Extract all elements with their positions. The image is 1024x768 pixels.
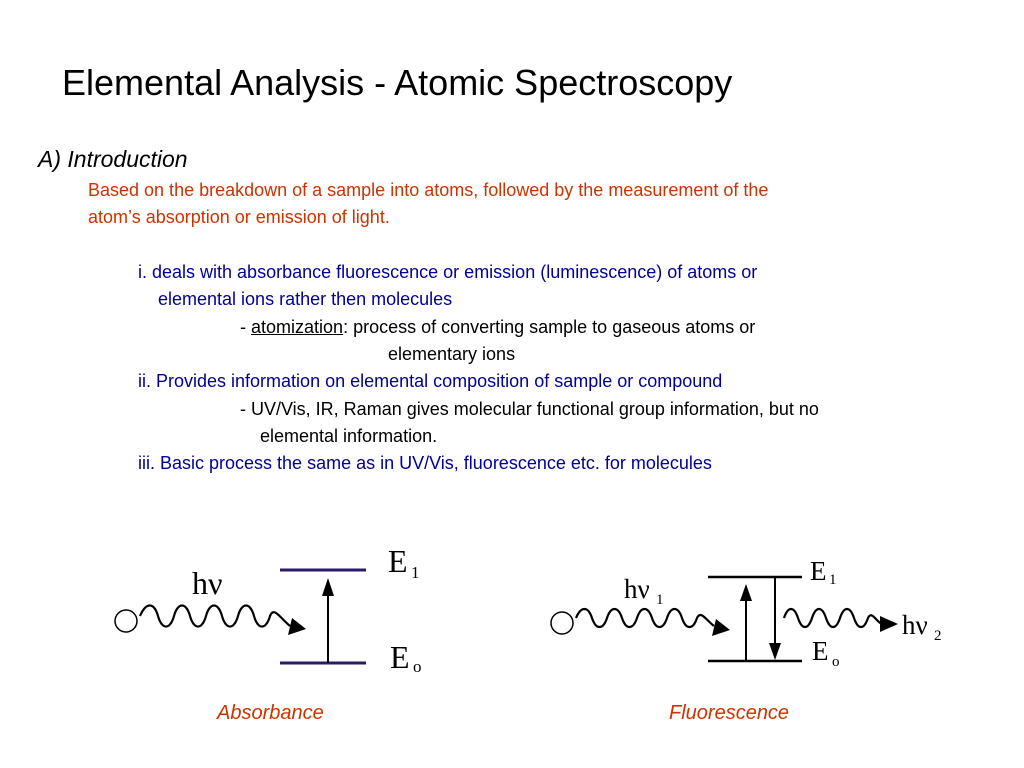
atom-circle-icon (551, 612, 573, 634)
lower-level-label: E (390, 639, 410, 675)
section-heading: A) Introduction (38, 146, 188, 172)
absorbed-photon-subscript: 1 (656, 592, 664, 608)
point-i-line-2: elemental ions rather then molecules (158, 289, 453, 309)
point-ii-line-1: ii. Provides information on elemental composition of sample or compound (138, 371, 723, 391)
upper-level-subscript: 1 (829, 572, 837, 588)
absorbed-photon-wave (140, 606, 290, 627)
upper-level-label: E (810, 556, 827, 586)
atom-circle-icon (115, 610, 137, 632)
emitted-photon-subscript: 2 (934, 628, 942, 644)
point-ii-sub-line-1: - UV/Vis, IR, Raman gives molecular functional group information, but no (240, 399, 819, 419)
upper-level-label: E (388, 543, 408, 579)
atomization-dash: - (240, 317, 251, 337)
absorbed-photon-wave (576, 609, 714, 627)
emission-arrowhead (769, 643, 781, 660)
point-ii-sub-line-2: elemental information. (260, 426, 438, 446)
absorbed-photon-arrowhead (288, 618, 306, 635)
emitted-photon-wave (784, 609, 882, 627)
atomization-definition-text: : process of converting sample to gaseous atoms or (343, 317, 756, 337)
lower-level-subscript: o (413, 657, 422, 676)
emitted-photon-label: hν (902, 610, 928, 640)
excitation-arrowhead (740, 584, 752, 601)
lower-level-label: E (812, 636, 829, 666)
upper-level-subscript: 1 (411, 563, 420, 582)
photon-energy-label: hν (192, 565, 223, 601)
emitted-photon-arrowhead (880, 616, 898, 632)
point-iii-line-1: iii. Basic process the same as in UV/Vis, fluorescence etc. for molecules (138, 453, 712, 473)
point-i-line-1: i. deals with absorbance fluorescence or emission (luminescence) of atoms or (138, 262, 758, 282)
atomization-term: atomization (251, 317, 344, 337)
fluorescence-caption: Fluorescence (669, 702, 790, 724)
excitation-arrowhead (322, 578, 334, 596)
intro-line-1: Based on the breakdown of a sample into atoms, followed by the measurement of the (88, 180, 769, 200)
absorbance-diagram (100, 530, 460, 700)
absorbed-photon-label: hν (624, 574, 650, 604)
lower-level-subscript: o (832, 654, 840, 670)
atomization-line-2: elementary ions (388, 344, 516, 364)
absorbed-photon-arrowhead (712, 619, 730, 636)
intro-line-2: atom’s absorption or emission of light. (88, 207, 390, 227)
slide-title: Elemental Analysis - Atomic Spectroscopy (62, 62, 733, 103)
fluorescence-diagram (540, 540, 960, 690)
absorbance-caption: Absorbance (217, 702, 324, 724)
atomization-definition (240, 317, 755, 338)
